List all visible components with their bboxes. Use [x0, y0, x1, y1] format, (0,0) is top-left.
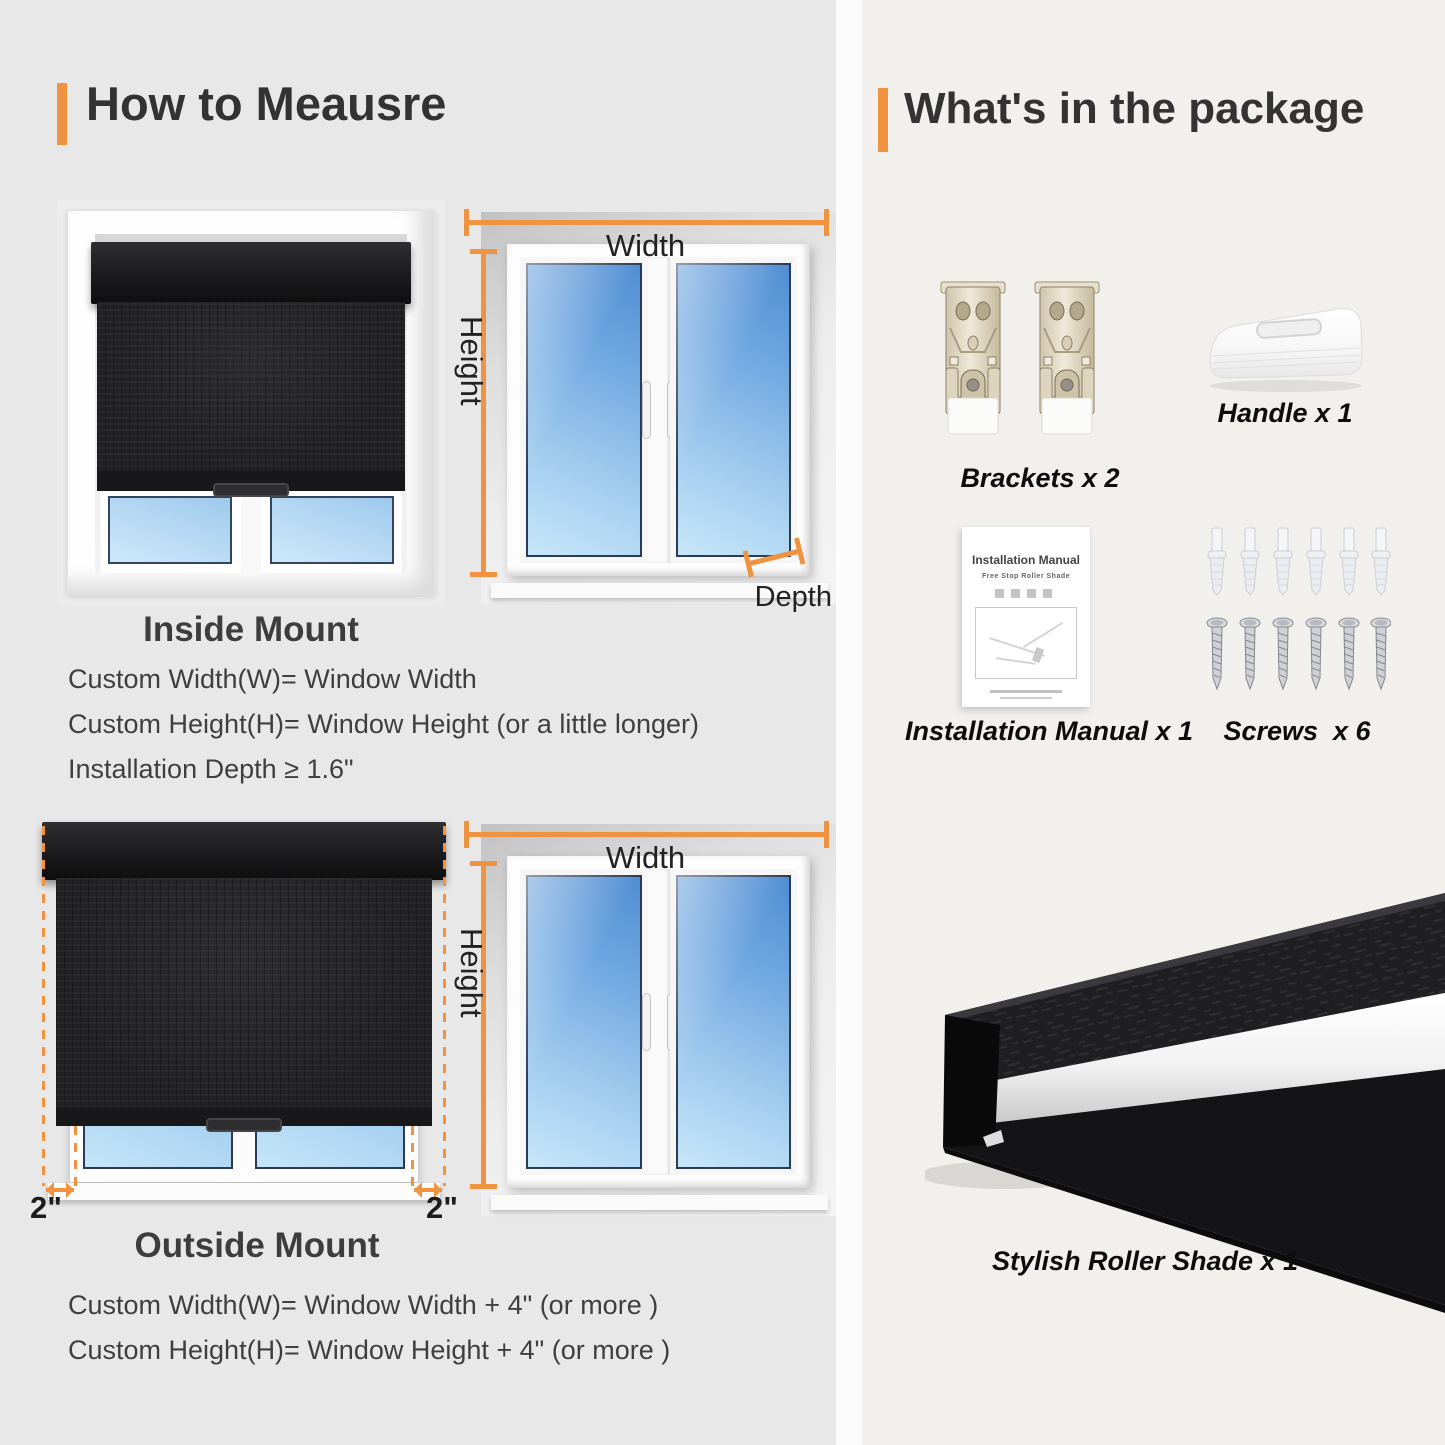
width-label: Width — [605, 228, 686, 263]
screws-image — [1205, 526, 1391, 696]
accent-bar-right — [878, 88, 888, 152]
panel-divider — [836, 0, 862, 1445]
dashed-guide-right-inner — [411, 1126, 414, 1186]
window-panes — [520, 257, 797, 563]
glass-pane — [520, 869, 648, 1175]
window-panes — [520, 869, 797, 1175]
dashed-guide-left-outer — [42, 826, 45, 1186]
outside-mount-photo — [30, 806, 458, 1226]
window-mullion — [241, 487, 261, 573]
height-measure-arrow — [481, 862, 486, 1188]
manual-cover-subtitle: Free Stop Roller Shade — [981, 573, 1071, 580]
height-label: Height — [454, 928, 489, 1018]
window-sill — [491, 1195, 828, 1210]
measure-title: How to Meausre — [86, 77, 447, 130]
roller-shade-fabric — [56, 878, 432, 1108]
manual-footer-line — [990, 690, 1062, 693]
outside-mount-title: Outside Mount — [134, 1226, 380, 1265]
inside-spec-depth: Installation Depth ≥ 1.6" — [68, 754, 354, 784]
inside-mount-photo — [57, 200, 445, 605]
inside-spec-width: Custom Width(W)= Window Width — [68, 664, 477, 694]
glass-pane — [108, 496, 232, 564]
brackets-image — [933, 276, 1143, 458]
outside-mount-diagram — [455, 810, 836, 1232]
window-opening — [95, 234, 407, 573]
glass-pane — [670, 869, 798, 1175]
window-recess — [67, 210, 435, 595]
window-handle — [642, 993, 651, 1051]
roller-shade-cassette — [42, 822, 446, 880]
inside-mount-title: Inside Mount — [143, 610, 359, 649]
window-mullion — [648, 869, 670, 1175]
screws-illustration — [1205, 526, 1391, 696]
dashed-guide-left-inner — [74, 1126, 77, 1186]
width-measure-arrow — [465, 832, 828, 837]
shade-pull-handle — [213, 483, 289, 497]
roller-shade-fabric — [97, 302, 405, 473]
window-handle — [642, 381, 651, 439]
package-title: What's in the package — [904, 84, 1365, 133]
window-glass-strip — [99, 487, 403, 573]
depth-label: Depth — [754, 581, 832, 613]
height-label: Height — [454, 316, 489, 406]
width-measure-arrow — [465, 220, 828, 225]
brackets-label: Brackets x 2 — [960, 463, 1120, 493]
dashed-guide-right-outer — [443, 826, 446, 1186]
manual-footer-line — [1000, 697, 1052, 699]
manual-cover-title: Installation Manual — [971, 553, 1080, 567]
left-gap-label: 2" — [30, 1190, 62, 1225]
handle-illustration — [1198, 296, 1370, 396]
glass-pane — [270, 496, 394, 564]
handle-image — [1198, 296, 1370, 396]
glass-pane — [670, 257, 798, 563]
accent-bar-left — [57, 83, 67, 145]
manual-step-icons — [995, 589, 1057, 598]
screws-label: Screws x 6 — [1223, 716, 1371, 746]
manual-image — [962, 527, 1090, 707]
width-label: Width — [605, 840, 686, 875]
roller-shade-label: Stylish Roller Shade x 1 — [991, 1246, 1299, 1276]
glass-pane — [520, 257, 648, 563]
manual-label: Installation Manual x 1 — [905, 716, 1194, 746]
manual-diagram-box — [975, 607, 1077, 679]
bracket-illustration — [933, 276, 1143, 458]
roller-shade-cassette — [91, 242, 411, 304]
height-measure-arrow — [481, 250, 486, 576]
outside-spec-width: Custom Width(W)= Window Width + 4" (or more ) — [68, 1290, 659, 1320]
inside-mount-diagram — [455, 198, 836, 620]
right-gap-label: 2" — [426, 1190, 458, 1225]
inside-spec-height: Custom Height(H)= Window Height (or a little longer) — [68, 709, 699, 739]
shade-pull-handle — [206, 1118, 282, 1132]
window-frame — [507, 856, 810, 1188]
window-sill — [48, 1183, 440, 1200]
window-mullion — [648, 257, 670, 563]
window-frame — [507, 244, 810, 576]
outside-spec-height: Custom Height(H)= Window Height + 4" (or more ) — [68, 1335, 671, 1365]
handle-label: Handle x 1 — [1217, 398, 1353, 428]
